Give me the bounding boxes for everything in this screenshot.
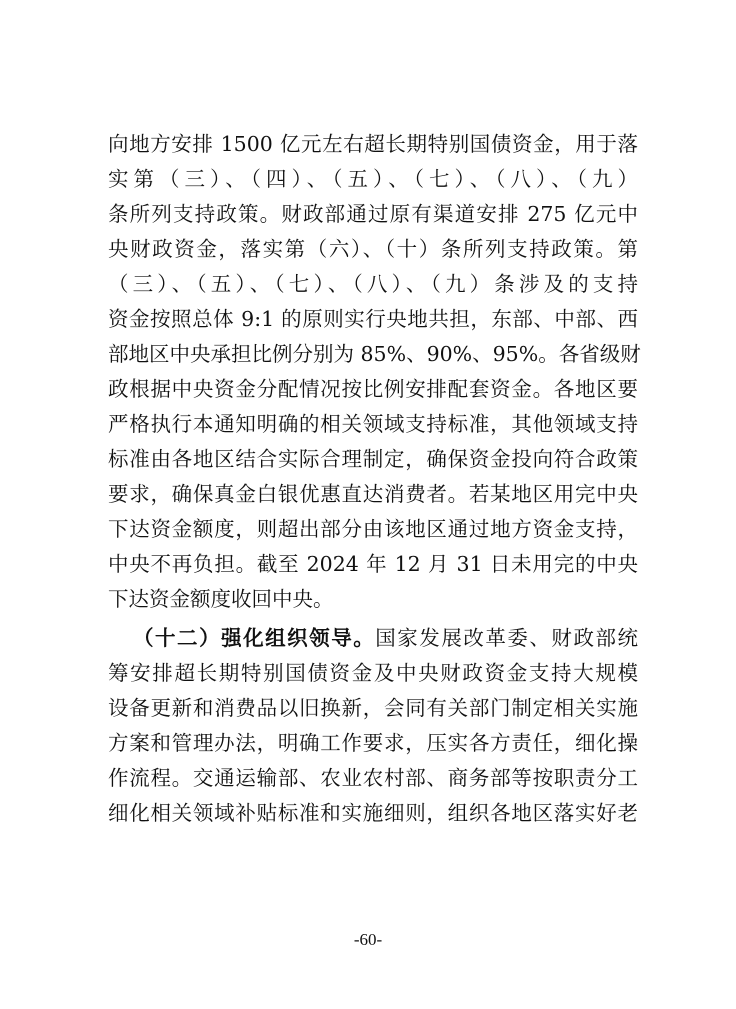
text-line: 中央不再负担。截至 2024 年 12 月 31 日未用完的中央 — [108, 552, 638, 576]
text-line: 实第（三）、（四）、（五）、（七）、（八）、（九） — [108, 167, 638, 191]
text-line: 要求，确保真金白银优惠直达消费者。若某地区用完中央 — [108, 482, 638, 506]
heading-followup-text: 国家发展改革委、财政部统 — [375, 626, 638, 650]
text-line: 资金按照总体 9:1 的原则实行央地共担，东部、中部、西 — [108, 307, 638, 331]
text-line: 向地方安排 1500 亿元左右超长期特别国债资金，用于落 — [108, 132, 638, 156]
paragraph-funding — [108, 127, 641, 617]
text-line: 筹安排超长期特别国债资金及中央财政资金支持大规模 — [108, 661, 638, 685]
text-line: 下达资金额度收回中央。 — [108, 587, 334, 611]
text-line: 政根据中央资金分配情况按比例安排配套资金。各地区要 — [108, 377, 638, 401]
document-body — [108, 127, 641, 831]
text-line: 方案和管理办法，明确工作要求，压实各方责任，细化操 — [108, 731, 638, 755]
text-line: 作流程。交通运输部、农业农村部、商务部等按职责分工 — [108, 766, 638, 790]
text-line: （三）、（五）、（七）、（八）、（九）条涉及的支持 — [108, 272, 638, 296]
page-number: -60- — [353, 930, 383, 949]
text-line: 部地区中央承担比例分别为 85%、90%、95%。各省级财 — [108, 342, 641, 366]
paragraph-organization — [108, 621, 638, 831]
text-line: 条所列支持政策。财政部通过原有渠道安排 275 亿元中 — [108, 202, 638, 226]
text-line: 央财政资金，落实第（六）、（十）条所列支持政策。第 — [108, 237, 638, 261]
text-line: 细化相关领域补贴标准和实施细则，组织各地区落实好老 — [108, 801, 638, 825]
text-line: 严格执行本通知明确的相关领域支持标准，其他领域支持 — [108, 412, 638, 436]
text-line: 标准由各地区结合实际合理制定，确保资金投向符合政策 — [108, 447, 638, 471]
text-line-first — [108, 621, 638, 656]
text-line: 下达资金额度，则超出部分由该地区通过地方资金支持， — [108, 517, 638, 541]
text-line: 设备更新和消费品以旧换新，会同有关部门制定相关实施 — [108, 696, 638, 720]
section-heading: （十二）强化组织领导。 — [133, 626, 376, 650]
